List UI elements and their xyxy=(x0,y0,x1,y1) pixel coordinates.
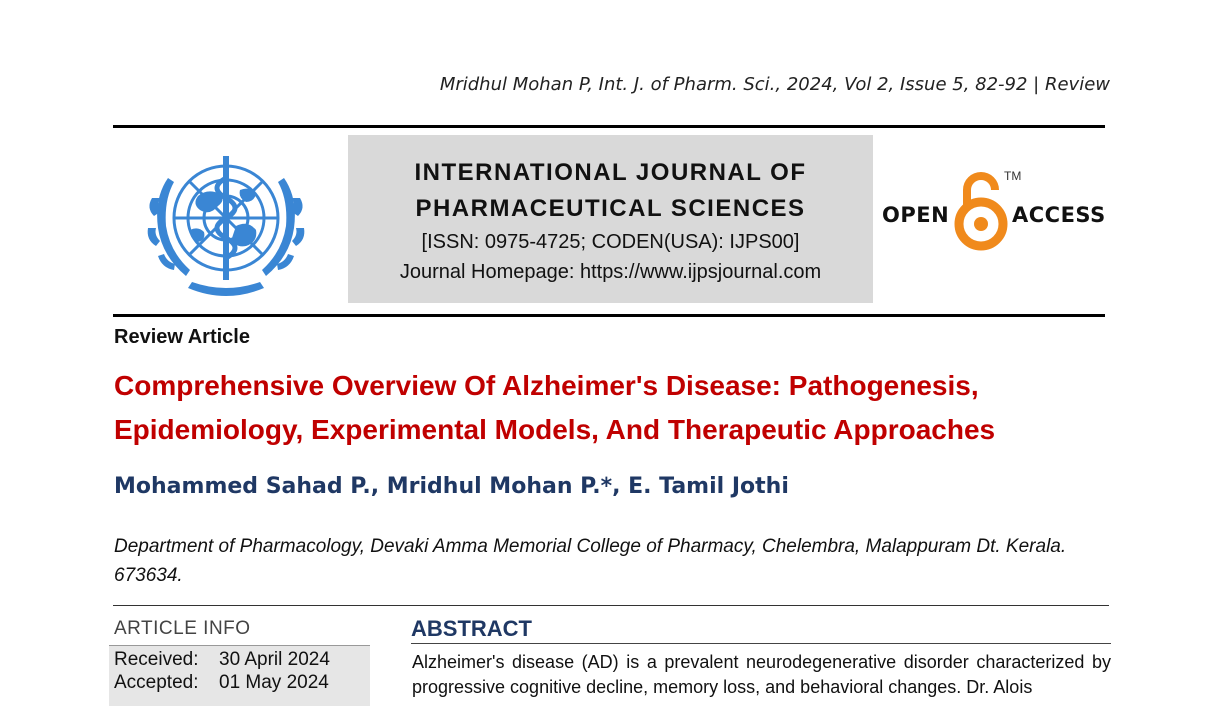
accepted-row xyxy=(114,672,329,694)
article-info-heading: ARTICLE INFO xyxy=(114,618,251,639)
open-access-word-open: OPEN xyxy=(882,203,950,227)
header-bottom-rule xyxy=(113,314,1105,317)
article-info-box xyxy=(109,645,370,706)
journal-citation: Mridhul Mohan P, Int. J. of Pharm. Sci., 2024, Vol 2, Issue 5, 82-92 | Review xyxy=(439,74,1110,95)
article-type: Review Article xyxy=(114,326,250,348)
journal-name-line1: INTERNATIONAL JOURNAL OF xyxy=(414,159,807,186)
journal-homepage: Journal Homepage: https://www.ijpsjournal.com xyxy=(399,261,822,283)
emblem-logo xyxy=(128,138,324,306)
open-access-logo xyxy=(880,166,1108,252)
accepted-date: 01 May 2024 xyxy=(219,672,329,693)
abstract-text: Alzheimer's disease (AD) is a prevalent neurodegenerative disorder characterized by progressive cognitive decline, memory loss, and behavioral changes. Dr. Alois xyxy=(412,652,1111,697)
abstract-rule xyxy=(411,643,1111,644)
journal-title-box xyxy=(348,135,873,303)
open-lock-icon xyxy=(953,166,1009,252)
abstract-heading: ABSTRACT xyxy=(411,616,532,641)
article-title: Comprehensive Overview Of Alzheimer's Disease: Pathogenesis, Epidemiology, Experimental Models, And Therapeutic Approaches xyxy=(114,370,996,445)
author-affiliation: Department of Pharmacology, Devaki Amma Memorial College of Pharmacy, Chelembra, Malappuram Dt. Kerala. 673634. xyxy=(114,536,1067,586)
journal-issn: [ISSN: 0975-4725; CODEN(USA): IJPS00] xyxy=(421,231,800,253)
received-label: Received: xyxy=(114,649,199,670)
trademark-mark: TM xyxy=(1004,169,1022,183)
accepted-label: Accepted: xyxy=(114,672,199,693)
received-date: 30 April 2024 xyxy=(219,649,330,670)
received-row xyxy=(114,649,330,671)
section-divider xyxy=(113,605,1109,606)
journal-name-line2: PHARMACEUTICAL SCIENCES xyxy=(415,195,806,222)
article-authors: Mohammed Sahad P., Mridhul Mohan P.*, E. Tamil Jothi xyxy=(114,474,789,499)
open-access-word-access: ACCESS xyxy=(1012,203,1106,227)
top-rule xyxy=(113,125,1105,128)
